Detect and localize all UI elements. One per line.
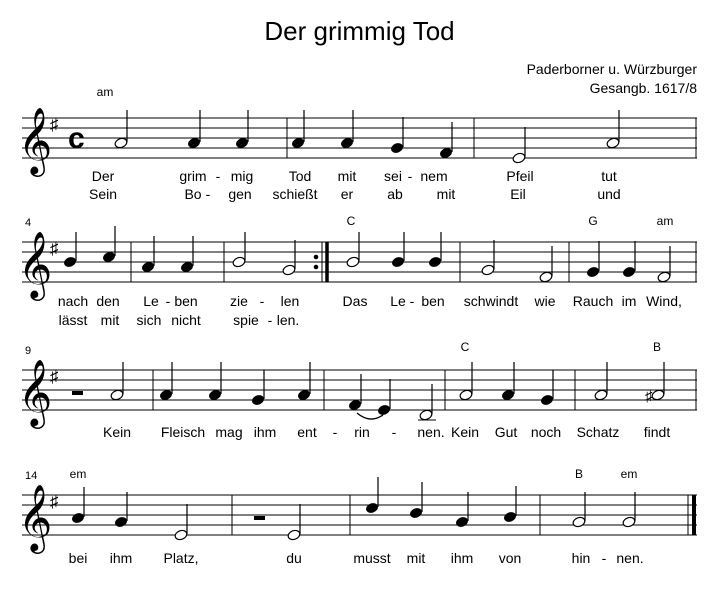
lyric-syllable: mag [215,424,243,440]
note [377,404,390,415]
note [503,511,516,522]
treble-clef: 𝄞 [18,108,53,173]
time-signature-common: c [68,122,85,155]
note [439,147,452,158]
lyric-syllable: Wind, [646,293,682,309]
lyric-syllable: nen. [417,424,445,440]
lyric-syllable: Schatz [576,424,620,440]
chord-symbol: am [96,85,114,99]
lyric-syllable: ihm [450,550,474,566]
note [651,389,665,401]
lyric-syllable: und [597,186,621,202]
key-signature-sharp: ♯ [50,367,59,386]
measure-number: 14 [25,470,38,482]
chord-symbol: am [656,214,674,228]
lyric-syllable: ben [174,293,198,309]
lyric-syllable: Rauch [572,293,614,309]
note [365,502,378,513]
lyric-syllable: - [409,293,415,309]
lyric-syllable: - [205,186,211,202]
note [622,516,636,528]
treble-clef: 𝄞 [18,232,53,297]
lyric-syllable: Tod [288,168,312,184]
sharp-accidental: ♯ [645,388,653,405]
key-signature-sharp: ♯ [50,239,59,258]
lyric-syllable: Der [91,168,115,184]
lyric-syllable: len [280,293,300,309]
lyric-syllable: nen. [616,550,644,566]
lyric-syllable: findt [643,424,671,440]
note [141,261,154,272]
lyric-syllable: mit [406,550,426,566]
note [102,251,115,262]
note [501,389,514,400]
lyric-syllable: sei [384,168,402,184]
note [586,266,599,277]
slur [357,413,383,419]
note [159,389,172,400]
notes [71,477,636,541]
lyric-syllable: Pfeil [506,168,534,184]
lyric-syllable: Platz, [163,550,199,566]
lyric-syllable: - [215,168,221,184]
note [481,264,495,276]
note [110,389,124,401]
key-signature-sharp: ♯ [50,492,59,511]
note [235,137,248,148]
chord-symbol: B [652,340,662,354]
lyric-syllable: - [267,312,273,328]
lyric-syllable: ent [297,424,317,440]
lyric-syllable: - [332,424,338,440]
source-line-2: Gesangb. 1617/8 [589,80,697,96]
lyric-syllable: wie [534,293,556,309]
note [455,516,468,527]
note [657,271,671,283]
staff-system-4 [18,477,697,554]
note [282,264,296,276]
note [622,266,635,277]
lyric-syllable: mit [436,186,456,202]
lyric-syllable: Kein [102,424,132,440]
lyric-syllable: Le [143,293,159,309]
lyric-syllable: Eil [510,186,526,202]
lyric-syllable: zie [230,293,248,309]
lyric-syllable: er [340,186,354,202]
lyric-syllable: den [96,293,120,309]
staff-system-2 [18,226,697,301]
note [232,256,246,268]
lyric-syllable: Kein [450,424,480,440]
note [297,389,310,400]
note [63,256,76,267]
chord-symbol: G [588,214,598,228]
note [606,137,620,149]
lyric-syllable: ben [421,293,445,309]
measure-number: 9 [25,345,32,357]
lyric-syllable: schießt [272,186,318,202]
note [287,529,301,541]
lyric-syllable: du [286,550,302,566]
song-title: Der grimmig Tod [264,16,455,46]
key-signature-sharp: ♯ [50,115,59,134]
lyric-syllable: nach [57,293,89,309]
lyric-syllable: Gut [494,424,518,440]
lyric-syllable: - [391,424,397,440]
half-rest [254,516,265,520]
lyric-syllable: Sein [88,186,118,202]
chord-symbol: em [620,467,638,481]
note [512,152,526,164]
chord-symbols [70,85,674,481]
lyric-syllable: Bo [184,186,202,202]
lyric-syllable: ihm [109,550,133,566]
chord-symbol: em [69,467,87,481]
lyric-syllable: - [601,550,607,566]
note [391,256,404,267]
lyric-syllable: sich [136,312,162,328]
lyric-syllable: mit [337,168,357,184]
notes [110,362,665,421]
source-line-1: Paderborner u. Würzburger [526,61,697,77]
lyric-syllable: - [407,168,413,184]
treble-clef: 𝄞 [18,485,53,550]
note [208,389,221,400]
chord-symbol: C [346,214,356,228]
note [346,256,360,268]
lyric-syllable: - [259,293,265,309]
note [409,507,422,518]
lyric-syllable: mit [100,312,120,328]
note [114,516,127,527]
lyric-syllable: - [165,293,171,309]
lyric-syllable: Fleisch [160,424,206,440]
lyric-syllable: nicht [171,312,201,328]
half-rest [72,391,83,395]
lyric-syllable: von [498,550,522,566]
staff-system-1 [18,108,697,177]
lyric-syllable: schwindt [463,293,519,309]
chord-symbol: B [574,467,584,481]
lyric-syllable: musst [353,550,391,566]
note [114,137,128,149]
note [428,256,441,267]
lyric-syllable: spie [233,312,259,328]
lyric-syllable: lässt [58,312,88,328]
note [71,512,84,523]
note [390,142,403,153]
chord-symbol: C [460,340,470,354]
lyric-syllable: grim [179,168,207,184]
measure-number: 4 [25,217,32,229]
lyric-syllable: gen [228,186,252,202]
lyric-syllable: ihm [253,424,277,440]
notes [63,226,671,283]
note [174,529,188,541]
note [187,137,200,148]
note [340,137,353,148]
treble-clef: 𝄞 [18,360,53,425]
note [291,137,304,148]
note [419,409,433,421]
note [180,261,193,272]
lyric-syllable: bei [68,550,88,566]
lyric-syllable: tut [601,168,617,184]
lyric-syllable: rin [354,424,370,440]
lyric-syllable: nem [420,168,448,184]
staff-system-3 [18,360,697,429]
note [251,394,264,405]
note [572,516,586,528]
lyric-syllable: Das [342,293,368,309]
final-barline [692,495,696,535]
lyric-syllable: len. [276,312,300,328]
staff-lines [22,495,697,535]
lyric-syllable: Le [390,293,406,309]
note [539,271,553,283]
lyric-syllable: ab [387,186,403,202]
lyric-syllable: noch [530,424,562,440]
lyric-syllable: mig [230,168,254,184]
note [594,389,608,401]
note [459,389,473,401]
lyric-syllable: im [621,293,637,309]
note [540,394,553,405]
lyric-syllable: hin [571,550,591,566]
note [348,399,361,410]
